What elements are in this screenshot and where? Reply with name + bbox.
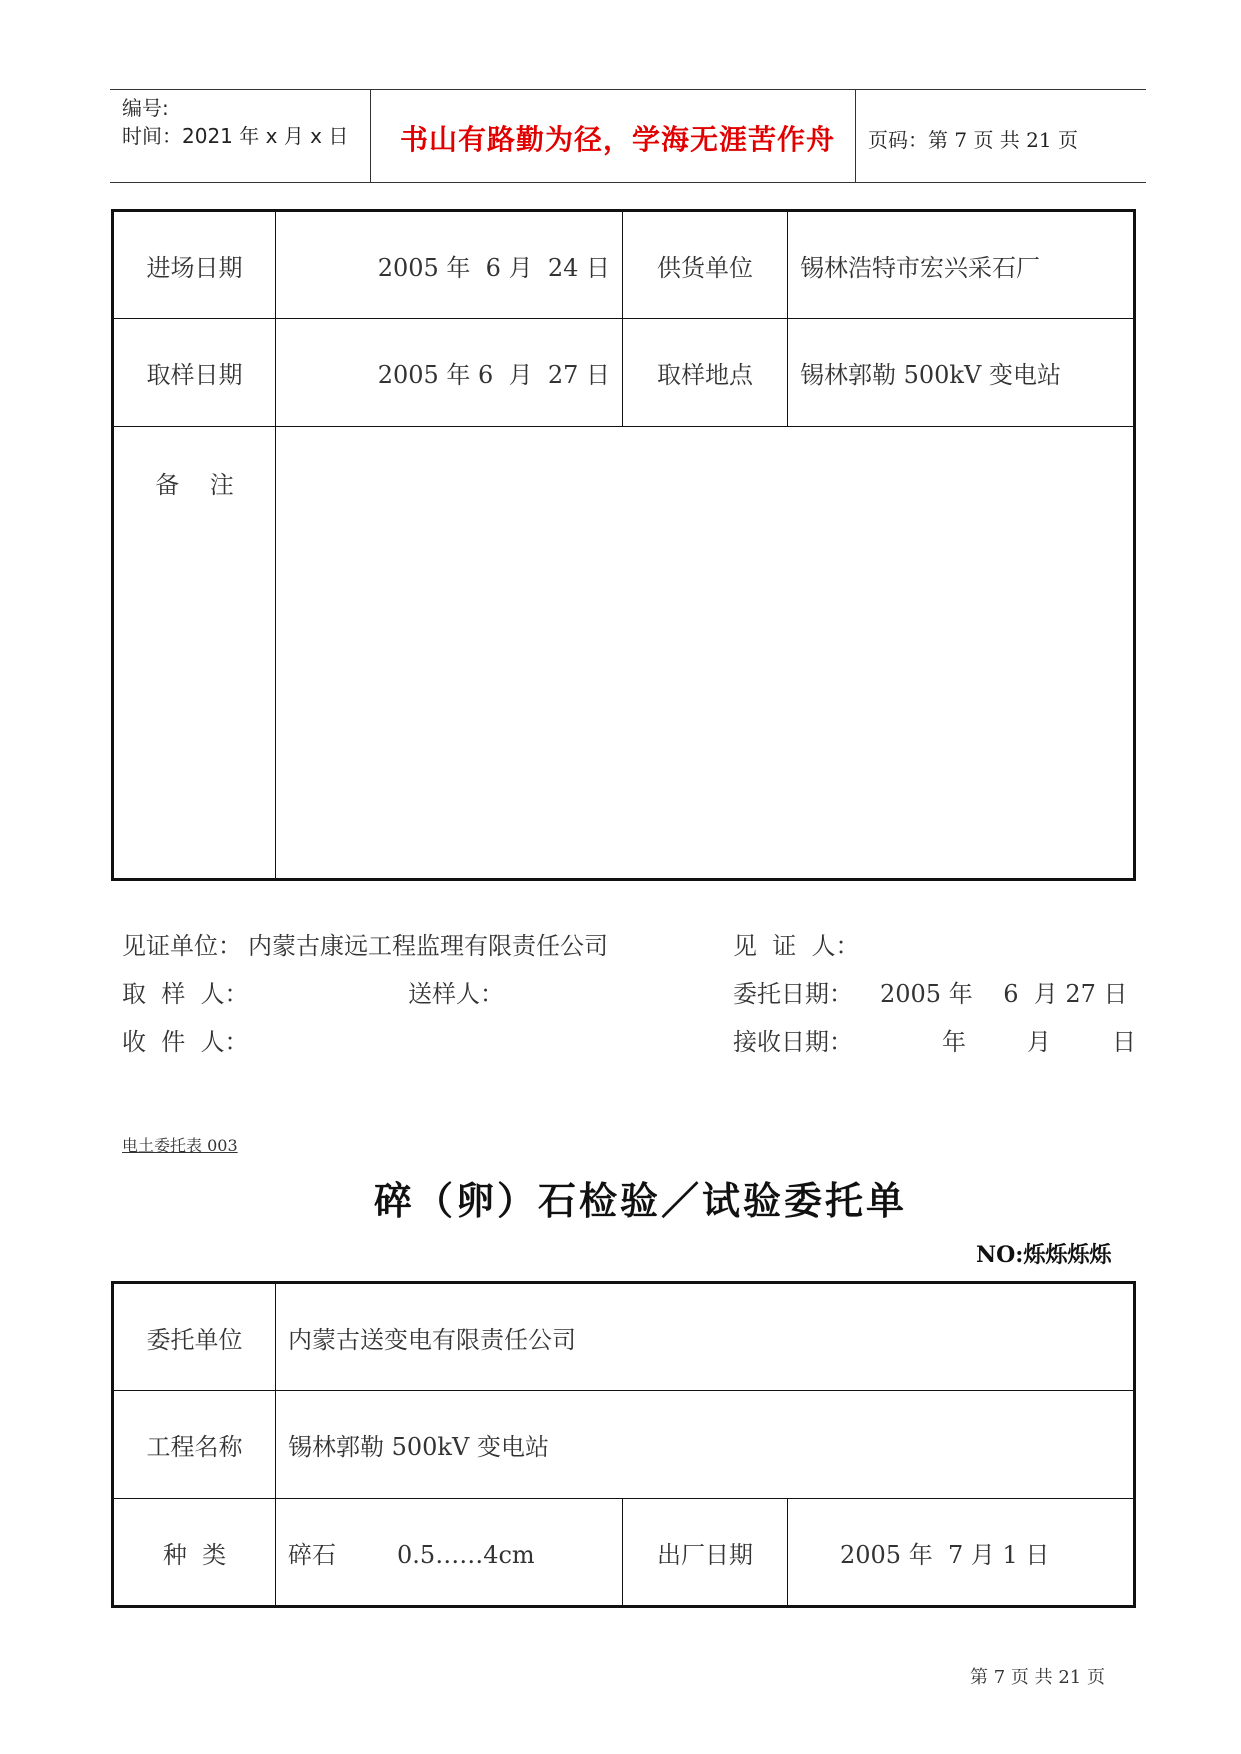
sampler-label: 取 样 人： [122, 980, 249, 1008]
material-info-table [111, 209, 1136, 881]
table-row [113, 319, 1135, 427]
table-row [113, 427, 1135, 880]
header-bottom-rule [110, 182, 1146, 183]
sender-label: 送样人： [408, 980, 504, 1008]
witness-person-label: 见 证 人： [733, 932, 860, 960]
form-code: 电土委托表 003 [122, 1136, 238, 1155]
page-footer: 第 7 页 共 21 页 [970, 1667, 1105, 1688]
factory-date-label: 出厂日期 [623, 1499, 788, 1607]
table-row [113, 211, 1135, 319]
receive-date-label: 接收日期： [733, 1028, 853, 1056]
factory-date-value: 2005 年 7 月 1 日 [788, 1499, 1135, 1607]
witness-unit-value: 内蒙古康远工程监理有限责任公司 [248, 932, 608, 960]
type-label: 种 类 [113, 1499, 276, 1607]
entry-date-label: 进场日期 [113, 211, 276, 319]
client-label: 委托单位 [113, 1283, 276, 1391]
header-divider [855, 89, 856, 182]
supplier-label: 供货单位 [623, 211, 788, 319]
header-motto: 书山有路勤为径，学海无涯苦作舟 [399, 123, 835, 156]
header-number-label: 编号: [122, 96, 169, 120]
header-time-label: 时间：2021 年 x 月 x 日 [122, 124, 349, 148]
project-label: 工程名称 [113, 1391, 276, 1499]
receiver-label: 收 件 人： [122, 1028, 249, 1056]
table-row [113, 1283, 1135, 1391]
table-row [113, 1391, 1135, 1499]
header-divider [370, 89, 371, 182]
commission-date-label: 委托日期： [733, 980, 853, 1008]
sample-place-label: 取样地点 [623, 319, 788, 427]
sample-date-label: 取样日期 [113, 319, 276, 427]
remark-label: 备 注 [113, 427, 276, 880]
document-title: 碎（卵）石检验／试验委托单 [373, 1178, 907, 1223]
remark-value [276, 427, 1135, 880]
entry-date-value: 2005 年 6 月 24 日 [276, 211, 623, 319]
project-value: 锡林郭勒 500kV 变电站 [276, 1391, 1135, 1499]
supplier-value: 锡林浩特市宏兴采石厂 [788, 211, 1135, 319]
commission-date-value: 2005 年 6 月 27 日 [880, 980, 1128, 1008]
sample-place-value: 锡林郭勒 500kV 变电站 [788, 319, 1135, 427]
type-value: 碎石 0.5……4cm [276, 1499, 623, 1607]
witness-unit-label: 见证单位： [122, 932, 242, 960]
header-page-label: 页码：第 7 页 共 21 页 [868, 128, 1078, 152]
table-row [113, 1499, 1135, 1607]
client-value: 内蒙古送变电有限责任公司 [276, 1283, 1135, 1391]
sample-date-value: 2005 年 6 月 27 日 [276, 319, 623, 427]
commission-table [111, 1281, 1136, 1608]
receive-date-value: 年 月 日 [942, 1028, 1137, 1056]
header-top-rule [110, 89, 1146, 90]
document-number: NO:烁烁烁烁 [976, 1242, 1112, 1268]
